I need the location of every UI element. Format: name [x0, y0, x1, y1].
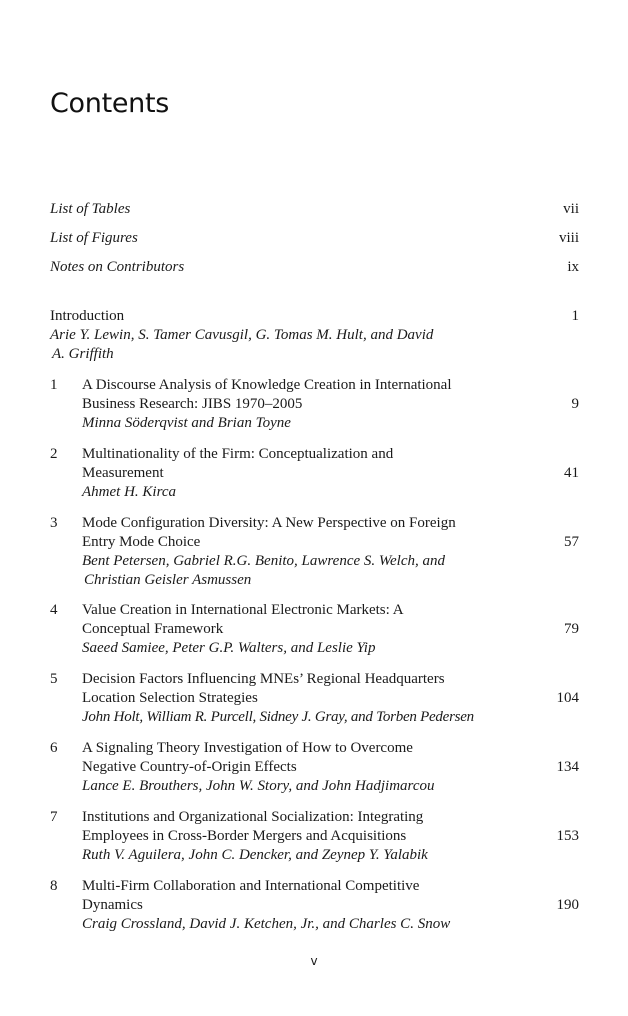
chapter-title-text: Entry Mode Choice [82, 534, 201, 550]
toc-entry-authors: Arie Y. Lewin, S. Tamer Cavusgil, G. Tomas M. Hult, and David [50, 327, 434, 343]
chapter-authors: Craig Crossland, David J. Ketchen, Jr., and Charles C. Snow [82, 916, 451, 932]
chapter-title-text: Negative Country-of-Origin Effects [82, 759, 297, 775]
chapter-number: 7 [50, 809, 58, 825]
page-title: Contents [50, 88, 170, 119]
chapter-title[interactable] [82, 620, 579, 639]
chapter-number: 3 [50, 515, 58, 531]
chapter-page: 9 [571, 396, 579, 412]
chapter-authors: John Holt, William R. Purcell, Sidney J. Gray, and Torben Pedersen [82, 709, 474, 725]
toc-entry-title: List of Figures [50, 230, 138, 246]
toc-entry-page: ix [567, 259, 579, 275]
chapter-title[interactable]: Multi-Firm Collaboration and International Competitive [82, 878, 420, 894]
chapter-number: 6 [50, 740, 58, 756]
chapter-page: 153 [556, 828, 579, 844]
chapter-title[interactable] [82, 395, 579, 414]
toc-entry-title: Notes on Contributors [50, 259, 185, 275]
chapter-authors: Christian Geisler Asmussen [84, 572, 252, 588]
toc-entry-page: 1 [571, 308, 579, 324]
chapter-number: 2 [50, 446, 58, 462]
chapter-page: 104 [556, 690, 579, 706]
toc-entry-notes-on-contributors[interactable] [50, 258, 579, 277]
chapter-title[interactable]: Decision Factors Influencing MNEs’ Regional Headquarters [82, 671, 445, 687]
chapter-title[interactable]: A Discourse Analysis of Knowledge Creation in International [82, 377, 452, 393]
chapter-title[interactable] [82, 758, 579, 777]
chapter-authors: Minna Söderqvist and Brian Toyne [82, 415, 291, 431]
chapter-authors: Ahmet H. Kirca [82, 484, 177, 500]
chapter-number: 5 [50, 671, 58, 687]
chapter-number: 4 [50, 602, 58, 618]
toc-entry-introduction[interactable] [50, 307, 579, 326]
toc-entry-list-of-tables[interactable] [50, 200, 579, 219]
chapter-title[interactable]: Value Creation in International Electronic Markets: A [82, 602, 404, 618]
toc-entry-title: List of Tables [50, 201, 131, 217]
chapter-title[interactable] [82, 533, 579, 552]
chapter-authors: Bent Petersen, Gabriel R.G. Benito, Lawrence S. Welch, and [82, 553, 445, 569]
chapter-title[interactable]: A Signaling Theory Investigation of How to Overcome [82, 740, 413, 756]
chapter-page: 190 [556, 897, 579, 913]
chapter-title-text: Business Research: JIBS 1970–2005 [82, 396, 303, 412]
chapter-page: 57 [564, 534, 579, 550]
chapter-title-text: Dynamics [82, 897, 143, 913]
chapter-title[interactable]: Mode Configuration Diversity: A New Perspective on Foreign [82, 515, 456, 531]
chapter-title[interactable] [82, 689, 579, 708]
chapter-page: 79 [564, 621, 579, 637]
chapter-authors: Ruth V. Aguilera, John C. Dencker, and Zeynep Y. Yalabik [82, 847, 428, 863]
chapter-authors: Lance E. Brouthers, John W. Story, and John Hadjimarcou [82, 778, 435, 794]
chapter-title-text: Employees in Cross-Border Mergers and Acquisitions [82, 828, 407, 844]
toc-entry-page: vii [563, 201, 579, 217]
toc-entry-list-of-figures[interactable] [50, 229, 579, 248]
chapter-page: 134 [556, 759, 579, 775]
chapter-title-text: Conceptual Framework [82, 621, 224, 637]
chapter-title[interactable]: Multinationality of the Firm: Conceptualization and [82, 446, 394, 462]
chapter-authors: Saeed Samiee, Peter G.P. Walters, and Leslie Yip [82, 640, 376, 656]
chapter-title[interactable]: Institutions and Organizational Socialization: Integrating [82, 809, 424, 825]
chapter-title[interactable] [82, 464, 579, 483]
toc-entry-title: Introduction [50, 308, 125, 324]
chapter-title-text: Measurement [82, 465, 164, 481]
chapter-title-text: Location Selection Strategies [82, 690, 258, 706]
toc-entry-page: viii [558, 230, 579, 246]
chapter-title[interactable] [82, 827, 579, 846]
chapter-number: 8 [50, 878, 58, 894]
chapter-title[interactable] [82, 896, 579, 915]
toc-entry-authors: A. Griffith [52, 346, 114, 362]
chapter-page: 41 [564, 465, 579, 481]
page-number: v [310, 954, 318, 968]
chapter-number: 1 [50, 377, 58, 393]
